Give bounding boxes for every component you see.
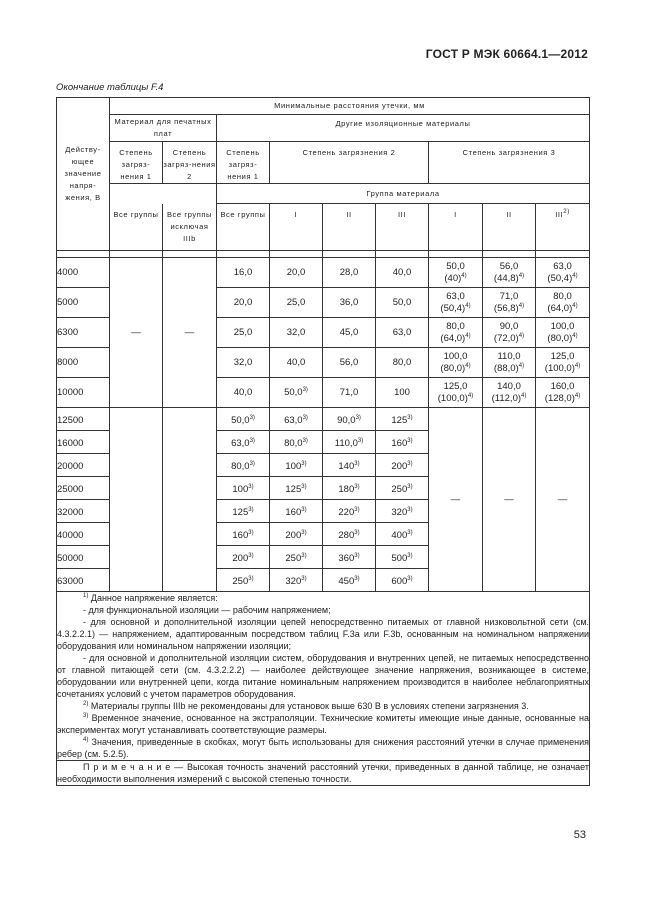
footnote-1-a: - для функциональной изоляции — рабочим напряжением; <box>83 605 331 615</box>
voltage-cell: 8000 <box>57 348 110 378</box>
pcb-deg2-dash: — <box>163 258 217 408</box>
g3-iii-value-sup: 4) <box>572 272 578 279</box>
g2-i-value-sup: 3) <box>302 386 308 393</box>
g3-iii-value-sup: 4) <box>572 302 578 309</box>
g2-i-value <box>270 569 323 592</box>
g2-ii-value-text: 56,0 <box>339 356 359 368</box>
g2-iii-value <box>376 546 429 569</box>
g3-iii-value-sup: 4) <box>574 362 581 369</box>
footnote-1-mark: 1) <box>83 593 89 599</box>
g3-iii-value-bracket: (64,0) <box>547 302 573 314</box>
voltage-cell: 10000 <box>57 378 110 408</box>
table-note <box>57 761 590 786</box>
g3-i-value-sup: 4) <box>465 302 471 309</box>
g3-ii-value <box>483 258 536 288</box>
g2-iii-value <box>376 318 429 348</box>
g2-group-ii: II <box>323 204 376 251</box>
g2-i-value-text: 80,0 <box>284 437 303 449</box>
deg1-value-text: 160 <box>232 529 249 541</box>
g2-iii-value <box>376 454 429 477</box>
g2-iii-value-text: 200 <box>391 460 408 472</box>
g2-ii-value-sup: 3) <box>354 529 360 536</box>
g3-ii-value <box>483 288 536 318</box>
g3-group-i: I <box>429 204 483 251</box>
g2-iii-value-text: 100 <box>394 386 410 398</box>
voltage-cell: 32000 <box>57 500 110 523</box>
g3-iii-value-bracket: (128,0) <box>544 392 575 404</box>
g3-group-ii: II <box>483 204 536 251</box>
g3-i-value-text: 63,0 <box>446 290 465 302</box>
deg1-value-sup: 3) <box>249 437 255 444</box>
deg1-value-sup: 3) <box>248 483 254 490</box>
g2-iii-value-text: 50,0 <box>392 296 412 308</box>
pcb-deg2-empty <box>163 408 217 592</box>
group-excluding-iiib: Все группы исключая IIIb <box>163 204 217 251</box>
footnote-3 <box>57 712 589 736</box>
voltage-cell: 6300 <box>57 318 110 348</box>
pcb-degree-2: Степень загряз-нения 2 <box>163 142 217 184</box>
g3-i-value-bracket: (40) <box>444 272 462 284</box>
g2-ii-value-text: 180 <box>338 483 355 495</box>
deg1-value-sup: 3) <box>248 575 254 582</box>
g2-iii-value <box>376 348 429 378</box>
deg1-value <box>217 477 270 500</box>
g2-i-value <box>270 318 323 348</box>
g3-iii-value <box>536 288 590 318</box>
deg1-value <box>217 454 270 477</box>
g2-i-value-text: 160 <box>285 506 302 518</box>
g3-i-value <box>429 348 483 378</box>
g3-iii-value-bracket: (50,4) <box>547 272 573 284</box>
g2-iii-value <box>376 378 429 408</box>
pcb-deg1-empty <box>110 408 163 592</box>
g3-ii-value-bracket: (44,8) <box>493 272 519 284</box>
note-paragraph <box>57 761 589 785</box>
g2-group-iii: III <box>376 204 429 251</box>
g2-i-value-text: 125 <box>285 483 302 495</box>
footnote-4-text: Значения, приведенные в скобках, могут быть использованы для снижения расстояний утечки в случае применения ребер (см. 5.2.5). <box>57 737 590 759</box>
footnote-1-title-text: Данное напряжение является: <box>90 593 218 603</box>
g2-ii-value-text: 36,0 <box>339 296 359 308</box>
g3-ii-value-sup: 4) <box>518 332 525 339</box>
g3-group-iii <box>536 204 590 251</box>
g2-iii-value <box>376 258 429 288</box>
g3-i-value-sup: 4) <box>461 272 467 279</box>
deg1-value <box>217 408 270 431</box>
g2-ii-value-sup: 3) <box>355 414 361 421</box>
g2-i-value <box>270 546 323 569</box>
g3-i-value <box>429 258 483 288</box>
g3-iii-value <box>536 378 590 408</box>
g2-iii-value-text: 600 <box>391 575 408 587</box>
g3-i-value-text: 80,0 <box>446 320 465 332</box>
other-degree-1: Степень загряз-нения 1 <box>217 142 270 184</box>
deg1-value-sup: 3) <box>249 414 255 421</box>
g2-iii-value-text: 320 <box>391 506 408 518</box>
g2-i-value <box>270 258 323 288</box>
g2-ii-value-text: 140 <box>338 460 355 472</box>
voltage-cell: 63000 <box>57 569 110 592</box>
group-all-1: Все группы <box>110 204 163 251</box>
material-group-header: Группа материала <box>217 184 590 204</box>
deg1-value-text: 20,0 <box>233 296 253 308</box>
g3-iii-value <box>536 348 590 378</box>
deg1-value <box>217 348 270 378</box>
g2-i-value-sup: 3) <box>301 552 307 559</box>
g3-iii-value <box>536 258 590 288</box>
g3-i-value-sup: 4) <box>465 362 471 369</box>
g3-ii-dash: — <box>483 408 536 592</box>
g2-iii-value-text: 63,0 <box>392 326 412 338</box>
g2-iii-value <box>376 288 429 318</box>
g2-i-value-text: 25,0 <box>286 296 306 308</box>
g2-i-value <box>270 454 323 477</box>
note-label: П р и м е ч а н и е <box>83 762 171 772</box>
g3-i-value-text: 125,0 <box>443 380 468 392</box>
footnote-1-b: - для основной и дополнительной изоляции цепей непосредственно питаемых от главной низковольтной сети (см. 4.3.2.2.1) — напряжением, адаптированным посредством таблиц F.3a или F.3b, основанным на номинальном напряжении оборудования или номинальном напряжении изоляции; <box>57 617 590 651</box>
g2-i-value-sup: 3) <box>301 529 307 536</box>
g2-iii-value-text: 40,0 <box>392 266 412 278</box>
g2-iii-value-text: 250 <box>391 483 408 495</box>
g2-iii-value-sup: 3) <box>407 437 413 444</box>
g2-iii-value-sup: 3) <box>407 483 413 490</box>
g3-i-value <box>429 318 483 348</box>
g2-ii-value <box>323 431 376 454</box>
g3-ii-value-bracket: (88,0) <box>493 362 519 374</box>
voltage-cell: 16000 <box>57 431 110 454</box>
g2-ii-value-sup: 3) <box>357 437 364 444</box>
g2-i-value <box>270 500 323 523</box>
deg1-value <box>217 500 270 523</box>
g3-ii-value-text: 71,0 <box>499 290 519 302</box>
g2-ii-value-text: 220 <box>338 506 355 518</box>
g2-i-value-text: 250 <box>285 552 302 564</box>
deg1-value-text: 40,0 <box>233 386 253 398</box>
g2-ii-value <box>323 569 376 592</box>
g2-iii-value-text: 500 <box>391 552 408 564</box>
footnote-3-mark: 3) <box>83 713 89 719</box>
g3-i-value-bracket: (80,0) <box>440 362 466 374</box>
deg1-value <box>217 569 270 592</box>
g2-i-value-sup: 3) <box>301 460 307 467</box>
voltage-cell: 4000 <box>57 258 110 288</box>
g2-i-value <box>270 348 323 378</box>
footnote-3-text: Временное значение, основанное на экстраполяции. Технические комитеты имеющие иные данные, основанные на экспериментах могут устанавливать соответствующие размеры. <box>57 713 589 735</box>
g3-i-value-sup: 4) <box>467 392 474 399</box>
g3-iii-dash: — <box>536 408 590 592</box>
g2-ii-value <box>323 378 376 408</box>
g3-ii-value-sup: 4) <box>521 392 527 399</box>
g2-ii-value-text: 45,0 <box>339 326 359 338</box>
g3-ii-value-bracket: (112,0) <box>491 392 522 404</box>
other-materials-header: Другие изоляционные материалы <box>217 115 590 142</box>
g3-ii-value-text: 90,0 <box>499 320 519 332</box>
voltage-cell: 12500 <box>57 408 110 431</box>
g2-ii-value-text: 360 <box>338 552 355 564</box>
pcb-degree-1: Степень загряз-нения 1 <box>110 142 163 184</box>
g2-i-value <box>270 408 323 431</box>
g2-i-value <box>270 288 323 318</box>
deg1-value-text: 250 <box>232 575 249 587</box>
voltage-cell: 20000 <box>57 454 110 477</box>
g2-i-value-text: 50,0 <box>284 386 303 398</box>
table-row <box>57 258 590 288</box>
deg1-value <box>217 431 270 454</box>
g3-iii-value-sup: 4) <box>574 392 581 399</box>
g2-ii-value <box>323 318 376 348</box>
group-all-2: Все группы <box>217 204 270 251</box>
note-text: — Высокая точность значений расстояний утечки, приведенных в данной таблице, не означает необходимости выполнения измерений с высокой степенью точности. <box>57 762 590 784</box>
g2-ii-value-sup: 3) <box>354 506 360 513</box>
g2-i-value-text: 63,0 <box>284 414 303 426</box>
g2-i-value <box>270 431 323 454</box>
g2-ii-value-sup: 3) <box>354 552 360 559</box>
g2-i-value <box>270 523 323 546</box>
footnote-2-text: Материалы группы IIIb не рекомендованы для установок выше 630 В в условиях степени загрязнения 3. <box>90 701 529 711</box>
g2-ii-value <box>323 408 376 431</box>
creepage-table <box>56 97 590 786</box>
deg1-value-text: 200 <box>232 552 249 564</box>
g2-i-value-text: 20,0 <box>286 266 306 278</box>
g3-iii-value-text: 63,0 <box>553 260 572 272</box>
g3-i-value-bracket: (50,4) <box>440 302 466 314</box>
standard-header: ГОСТ Р МЭК 60664.1—2012 <box>425 47 588 61</box>
deg1-value-text: 125 <box>232 506 249 518</box>
g2-iii-value-text: 125 <box>391 414 408 426</box>
g3-ii-value <box>483 318 536 348</box>
g3-group-iii-label: III <box>555 210 564 219</box>
footnote-4 <box>57 736 589 760</box>
g2-i-value-text: 320 <box>285 575 302 587</box>
other-degree-2: Степень загрязнения 2 <box>270 142 429 184</box>
g2-iii-value <box>376 500 429 523</box>
g2-iii-value-sup: 3) <box>407 552 413 559</box>
g2-ii-value <box>323 454 376 477</box>
g3-iii-value-text: 80,0 <box>553 290 572 302</box>
g3-group-iii-sup: 2) <box>563 209 570 215</box>
other-degree-3: Степень загрязнения 3 <box>429 142 590 184</box>
g2-i-value-sup: 3) <box>301 483 307 490</box>
g3-i-value-bracket: (100,0) <box>437 392 468 404</box>
g2-i-value-text: 100 <box>285 460 302 472</box>
g3-iii-value-text: 125,0 <box>550 350 575 362</box>
deg1-value <box>217 288 270 318</box>
g2-i-value-text: 200 <box>285 529 302 541</box>
g2-iii-value <box>376 523 429 546</box>
g2-ii-value-text: 110,0 <box>334 437 358 449</box>
deg1-value-text: 100 <box>232 483 249 495</box>
deg1-value-text: 50,0 <box>231 414 250 426</box>
deg1-value-sup: 3) <box>248 552 254 559</box>
g2-i-value-text: 32,0 <box>286 326 306 338</box>
g3-iii-value-text: 160,0 <box>550 380 575 392</box>
g2-ii-value-sup: 3) <box>354 575 360 582</box>
g2-i-value-sup: 3) <box>302 414 308 421</box>
g3-iii-value-bracket: (100,0) <box>544 362 575 374</box>
g2-iii-value-sup: 3) <box>407 414 413 421</box>
g3-ii-value-sup: 4) <box>518 272 525 279</box>
main-header: Минимальные расстояния утечки, мм <box>110 98 590 115</box>
g2-i-value <box>270 378 323 408</box>
g2-i-value-sup: 3) <box>302 437 308 444</box>
g2-i-value-text: 40,0 <box>286 356 306 368</box>
g3-i-value <box>429 288 483 318</box>
g3-iii-value-bracket: (80,0) <box>547 332 573 344</box>
g2-group-i: I <box>270 204 323 251</box>
g3-ii-value <box>483 378 536 408</box>
pcb-header: Материал для печатных плат <box>110 115 217 142</box>
g2-ii-value <box>323 523 376 546</box>
g3-ii-value-bracket: (72,0) <box>493 332 519 344</box>
g3-iii-value-text: 100,0 <box>550 320 575 332</box>
g2-ii-value-text: 90,0 <box>337 414 356 426</box>
voltage-cell: 40000 <box>57 523 110 546</box>
deg1-value <box>217 523 270 546</box>
g2-iii-value-text: 400 <box>391 529 408 541</box>
g3-i-value-sup: 4) <box>465 332 471 339</box>
deg1-value-sup: 3) <box>248 506 254 513</box>
g2-iii-value-sup: 3) <box>407 506 413 513</box>
g2-iii-value <box>376 408 429 431</box>
g3-iii-value <box>536 318 590 348</box>
page-number: 53 <box>573 829 586 841</box>
deg1-value-sup: 3) <box>248 529 254 536</box>
g2-ii-value <box>323 288 376 318</box>
g3-i-value <box>429 378 483 408</box>
g2-iii-value-sup: 3) <box>407 460 413 467</box>
g3-i-value-text: 100,0 <box>443 350 468 362</box>
g2-ii-value <box>323 477 376 500</box>
voltage-cell: 25000 <box>57 477 110 500</box>
deg1-value-text: 32,0 <box>233 356 253 368</box>
deg1-value-text: 25,0 <box>233 326 253 338</box>
g2-ii-value-text: 280 <box>338 529 355 541</box>
footnote-1-c: - для основной и дополнительной изоляции систем, оборудования и внутренних цепей, не питаемых непосредственно от главной питающей сети (см. 4.3.2.2.2) — наиболее действующее значение напряжения, возникающее в системе, оборудовании или внутренней цепи, когда питание номинальным напряжением производится в наиболее неблагоприятных сочетаниях условий с учетом параметров оборудования. <box>57 653 590 699</box>
g2-ii-value-sup: 3) <box>354 483 360 490</box>
g3-ii-value-text: 56,0 <box>499 260 519 272</box>
g2-i-value <box>270 477 323 500</box>
g3-i-dash: — <box>429 408 483 592</box>
footnote-2 <box>57 700 589 712</box>
g2-iii-value <box>376 569 429 592</box>
g3-iii-value-sup: 4) <box>572 332 578 339</box>
voltage-header: Действу-ющее значение напря-жения, В <box>57 98 110 251</box>
g3-i-value-bracket: (64,0) <box>440 332 466 344</box>
pcb-deg1-dash: — <box>110 258 163 408</box>
g3-ii-value <box>483 348 536 378</box>
deg1-value <box>217 258 270 288</box>
deg1-value-text: 80,0 <box>231 460 250 472</box>
g2-i-value-sup: 3) <box>301 506 307 513</box>
deg1-value <box>217 546 270 569</box>
g2-iii-value <box>376 477 429 500</box>
g2-iii-value-sup: 3) <box>407 575 413 582</box>
g2-ii-value-sup: 3) <box>354 460 360 467</box>
deg1-value <box>217 378 270 408</box>
g2-iii-value-text: 160 <box>391 437 408 449</box>
footnotes <box>57 592 590 761</box>
voltage-cell: 5000 <box>57 288 110 318</box>
g2-ii-value-text: 71,0 <box>339 386 359 398</box>
g2-iii-value <box>376 431 429 454</box>
table-row <box>57 408 590 431</box>
g2-ii-value <box>323 546 376 569</box>
g3-ii-value-sup: 4) <box>518 302 525 309</box>
g3-ii-value-sup: 4) <box>518 362 525 369</box>
footnote-2-mark: 2) <box>83 701 89 707</box>
voltage-cell: 50000 <box>57 546 110 569</box>
g2-ii-value <box>323 348 376 378</box>
g2-ii-value-text: 450 <box>338 575 355 587</box>
g2-ii-value-text: 28,0 <box>339 266 359 278</box>
g3-ii-value-text: 140,0 <box>497 380 521 392</box>
g2-ii-value <box>323 500 376 523</box>
g2-iii-value-text: 80,0 <box>392 356 412 368</box>
g2-i-value-sup: 3) <box>301 575 307 582</box>
footnote-1-title <box>57 592 589 604</box>
g3-i-value-text: 50,0 <box>446 260 465 272</box>
deg1-value <box>217 318 270 348</box>
deg1-value-text: 63,0 <box>231 437 250 449</box>
g2-ii-value <box>323 258 376 288</box>
deg1-value-text: 16,0 <box>233 266 253 278</box>
deg1-value-sup: 3) <box>249 460 255 467</box>
table-caption: Окончание таблицы F.4 <box>56 82 164 93</box>
g2-iii-value-sup: 3) <box>407 529 413 536</box>
g3-ii-value-bracket: (56,8) <box>493 302 519 314</box>
g3-ii-value-text: 110,0 <box>497 350 521 362</box>
footnote-4-mark: 4) <box>83 737 89 743</box>
